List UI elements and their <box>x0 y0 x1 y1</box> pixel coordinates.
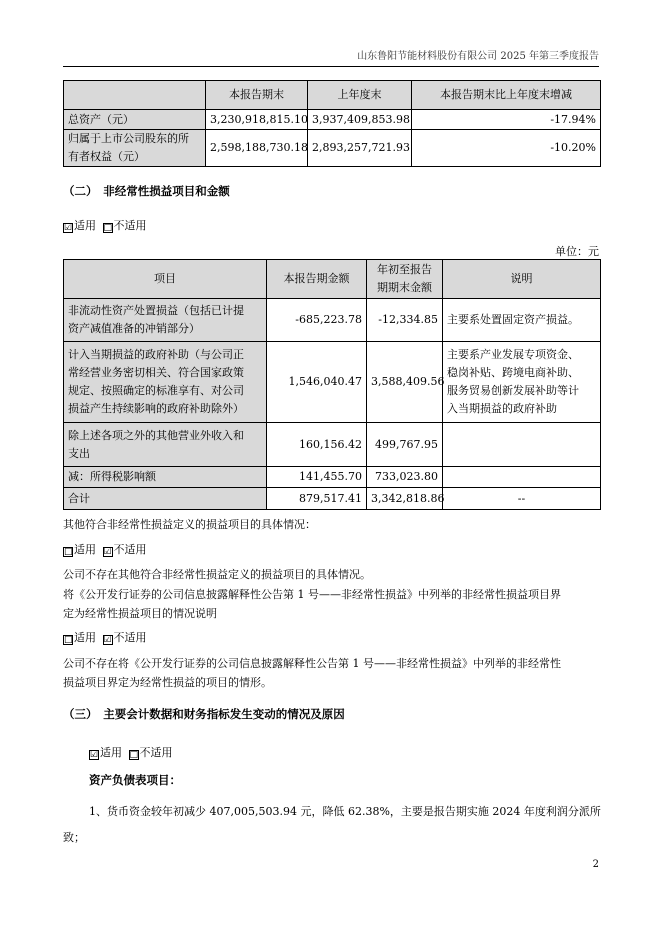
table-header-row <box>64 260 601 299</box>
header-ytd-line: 年初至报告 <box>377 263 432 276</box>
applicability-line <box>63 217 147 233</box>
section-two-heading: （二） 非经常性损益项目和金额 <box>63 184 230 198</box>
item-line: 规定、按照确定的标准享有、对公司 <box>68 384 244 397</box>
item-label <box>64 342 267 423</box>
change-value: -10.20% <box>412 130 601 167</box>
table-header-cell <box>64 81 206 110</box>
item-one-line: 1、货币资金较年初减少 407,005,503.94 元，降低 62.38%，主要是报告期实施 2024 年度利润分派所 <box>89 805 601 818</box>
header-divider <box>63 66 599 67</box>
explain-line: 定为经常性损益项目的情况说明 <box>63 607 217 620</box>
row-label: 总资产（元） <box>64 110 206 130</box>
applicable-label: 适用 <box>100 746 122 759</box>
not-applicable-label: 不适用 <box>113 631 147 644</box>
ytd-amount: -12,334.85 <box>367 299 443 342</box>
table-header-row <box>64 81 601 110</box>
ytd-amount: 733,023.80 <box>367 467 443 488</box>
current-amount: -685,223.78 <box>267 299 367 342</box>
header-note: 说明 <box>443 260 601 299</box>
table-row <box>64 130 601 167</box>
item-line: 除上述各项之外的其他营业外收入和 <box>68 428 244 442</box>
non-recurring-items-table <box>63 259 601 510</box>
current-amount: 141,455.70 <box>267 467 367 488</box>
checkbox-unchecked-icon: □ <box>64 635 73 645</box>
header-ytd <box>367 260 443 299</box>
page-number: 2 <box>592 859 599 870</box>
ytd-amount: 499,767.95 <box>367 423 443 467</box>
item-line: 计入当期损益的政府补助（与公司正 <box>68 348 244 361</box>
note-line: 服务贸易创新发展补助等计 <box>447 384 579 397</box>
header-item: 项目 <box>64 260 267 299</box>
item-line: 损益产生持续影响的政府补助除外） <box>68 402 244 415</box>
checkbox-unchecked-icon: □ <box>64 547 73 557</box>
note-cell: 主要系处置固定资产损益。 <box>443 299 601 342</box>
applicable-label: 适用 <box>74 631 96 644</box>
prior-value: 2,893,257,721.93 <box>308 130 412 167</box>
table-header-cell: 本报告期末 <box>206 81 308 110</box>
not-applicable-label: 不适用 <box>113 543 147 556</box>
note-cell <box>443 342 601 423</box>
item-line: 非流动性资产处置损益（包括已计提 <box>68 304 244 317</box>
checkbox-checked-icon: ☑ <box>90 750 99 760</box>
ytd-amount: 3,342,818.86 <box>367 488 443 510</box>
ytd-amount: 3,588,409.56 <box>367 342 443 423</box>
report-header-title: 山东鲁阳节能材料股份有限公司 2025 年第三季度报告 <box>357 51 599 62</box>
note-line: 主要系产业发展专项资金、 <box>447 348 579 361</box>
prior-value: 3,937,409,853.98 <box>308 110 412 130</box>
item-one-line: 致； <box>63 831 85 844</box>
current-value: 2,598,188,730.18 <box>206 130 308 167</box>
table-header-cell: 上年度末 <box>308 81 412 110</box>
change-value: -17.94% <box>412 110 601 130</box>
section-three-heading: （三） 主要会计数据和财务指标发生变动的情况及原因 <box>63 707 345 721</box>
note-line: 入当期损益的政府补助 <box>447 402 557 415</box>
row-label-line: 归属于上市公司股东的所 <box>68 132 189 145</box>
table-row <box>64 488 601 510</box>
balance-sheet-subheading: 资产负债表项目： <box>89 773 181 787</box>
applicable-label: 适用 <box>74 219 96 232</box>
applicable-label: 适用 <box>74 543 96 556</box>
other-items-title: 其他符合非经常性损益定义的损益项目的具体情况： <box>63 518 316 531</box>
item-line: 常经营业务密切相关、符合国家政策 <box>68 366 244 379</box>
item-label: 减：所得税影响额 <box>64 467 267 488</box>
note-cell <box>443 467 601 488</box>
checkbox-checked-icon: ☑ <box>103 635 112 645</box>
table-row <box>64 423 601 467</box>
note-cell <box>443 423 601 467</box>
header-ytd-line: 期期末金额 <box>377 281 432 294</box>
current-amount: 1,546,040.47 <box>267 342 367 423</box>
current-amount: 879,517.41 <box>267 488 367 510</box>
item-line: 支出 <box>68 446 90 460</box>
checkbox-unchecked-icon: □ <box>129 750 139 760</box>
checkbox-checked-icon: ☑ <box>64 223 73 233</box>
table-row <box>64 110 601 130</box>
row-label-line: 有者权益（元） <box>68 150 145 163</box>
note-cell: -- <box>443 488 601 510</box>
table-header-cell: 本报告期末比上年度末增减 <box>412 81 601 110</box>
other-items-text: 公司不存在其他符合非经常性损益定义的损益项目的具体情况。 <box>63 568 371 581</box>
current-amount: 160,156.42 <box>267 423 367 467</box>
explain-text-line: 损益项目界定为经常性损益的项目的情形。 <box>63 676 272 689</box>
table-row <box>64 299 601 342</box>
header-current: 本报告期金额 <box>267 260 367 299</box>
table-row <box>64 467 601 488</box>
checkbox-checked-icon: ☑ <box>103 547 112 557</box>
note-line: 稳岗补贴、跨境电商补助、 <box>447 366 579 379</box>
unit-label: 单位：元 <box>555 245 599 258</box>
explain-text-line: 公司不存在将《公开发行证券的公司信息披露解释性公告第 1 号——非经常性损益》中列举的非经常性 <box>63 657 561 670</box>
item-label: 合计 <box>64 488 267 510</box>
table-row <box>64 342 601 423</box>
row-label <box>64 130 206 167</box>
not-applicable-label: 不适用 <box>113 219 147 232</box>
checkbox-unchecked-icon: □ <box>103 223 113 233</box>
applicability-line <box>63 541 147 557</box>
current-value: 3,230,918,815.10 <box>206 110 308 130</box>
item-label <box>64 423 267 467</box>
applicability-line <box>89 744 173 760</box>
not-applicable-label: 不适用 <box>139 746 173 759</box>
balance-summary-table <box>63 80 601 167</box>
applicability-line <box>63 629 147 645</box>
item-line: 资产减值准备的冲销部分） <box>68 322 200 335</box>
item-label <box>64 299 267 342</box>
explain-line: 将《公开发行证券的公司信息披露解释性公告第 1 号——非经常性损益》中列举的非经常性损益项目界 <box>63 588 561 601</box>
